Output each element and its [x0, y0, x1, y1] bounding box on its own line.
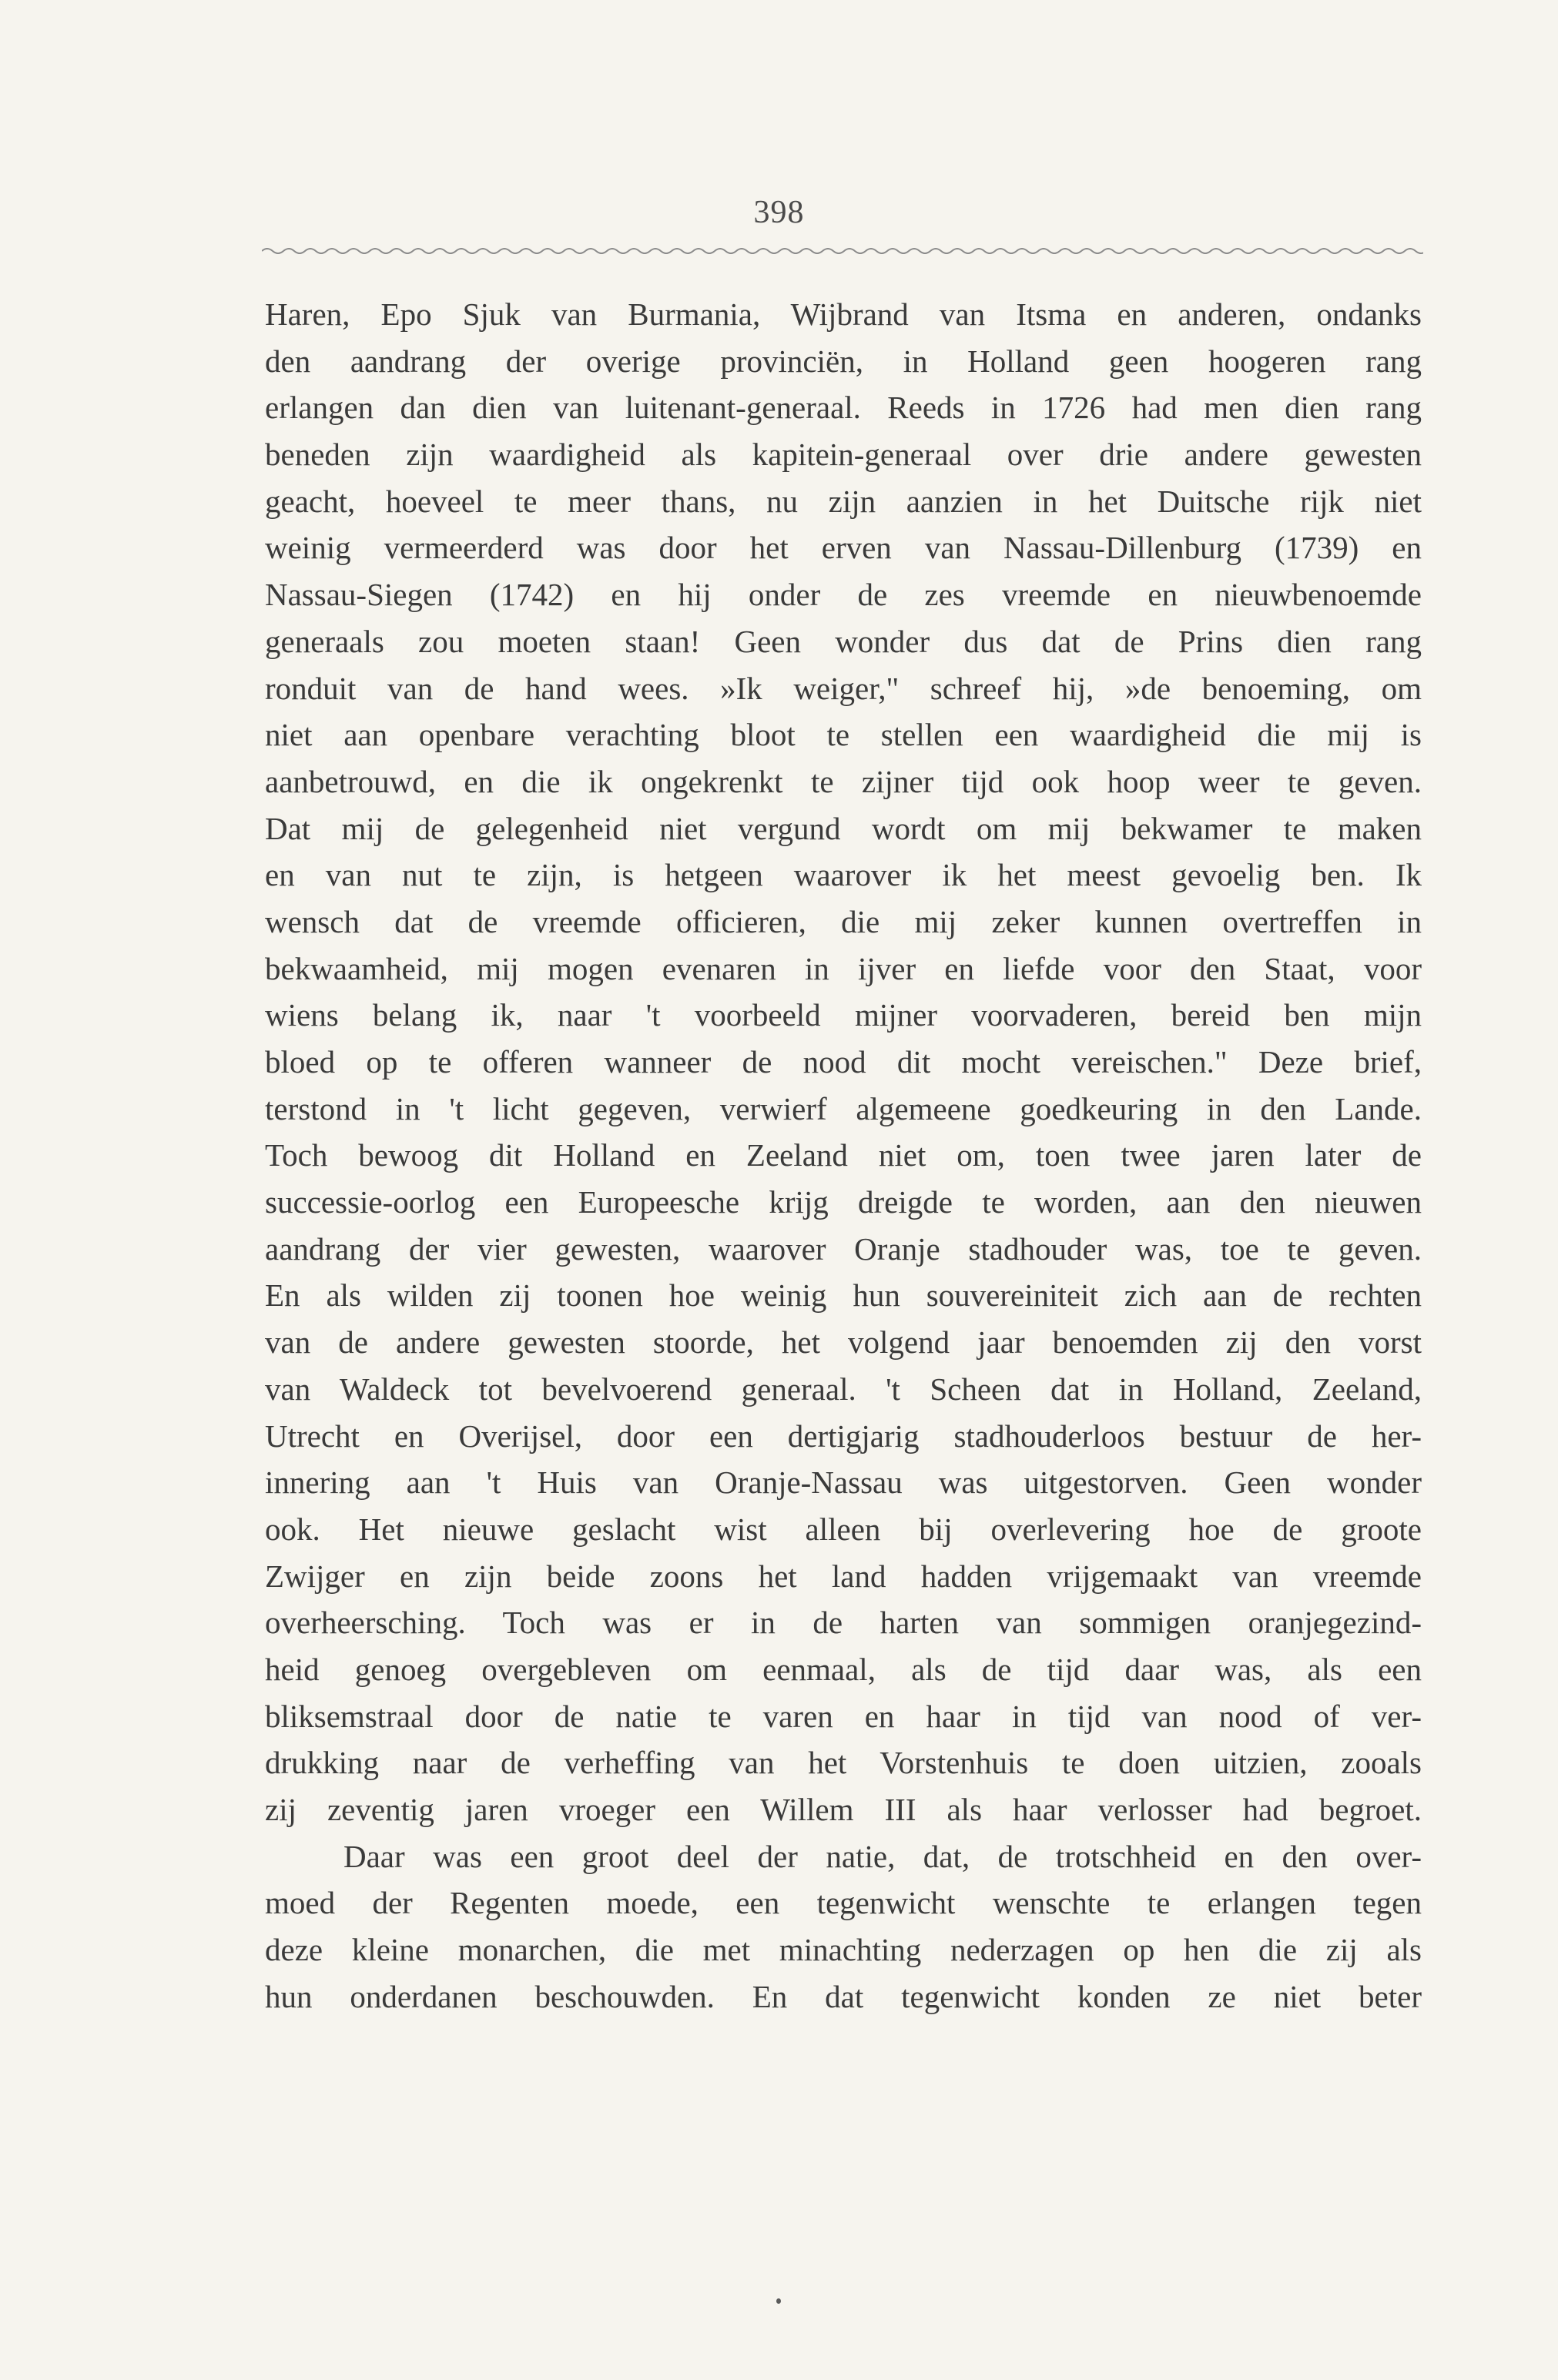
text-line: ronduit van de hand wees. »Ik weiger," schreef hij, »de benoeming, om — [265, 670, 1422, 706]
text-line: weinig vermeerderd was door het erven van Nassau-Dillenburg (1739) en — [265, 530, 1422, 566]
text-line: zij zeventig jaren vroeger een Willem III als haar verlosser had begroet. — [265, 1792, 1422, 1827]
text-line: deze kleine monarchen, die met minachting nederzagen op hen die zij als — [265, 1932, 1422, 1968]
text-line: van de andere gewesten stoorde, het volgend jaar benoemden zij den vorst — [265, 1324, 1422, 1361]
text-line: Haren, Epo Sjuk van Burmania, Wijbrand van Itsma en anderen, ondanks — [265, 296, 1422, 332]
text-line: En als wilden zij toonen hoe weinig hun souvereiniteit zich aan de rechten — [265, 1277, 1422, 1314]
text-line: wiens belang ik, naar 't voorbeeld mijner voorvaderen, bereid ben mijn — [265, 997, 1422, 1033]
text-line: geacht, hoeveel te meer thans, nu zijn aanzien in het Duitsche rijk niet — [265, 483, 1422, 519]
text-line: Nassau-Siegen (1742) en hij onder de zes vreemde en nieuwbenoemde — [265, 577, 1422, 613]
text-line: generaals zou moeten staan! Geen wonder dus dat de Prins dien rang — [265, 623, 1422, 659]
text-line: bekwaamheid, mij mogen evenaren in ijver en liefde voor den Staat, voor — [265, 950, 1422, 986]
text-line: Toch bewoog dit Holland en Zeeland niet om, toen twee jaren later de — [265, 1137, 1422, 1173]
text-line: innering aan 't Huis van Oranje-Nassau was uitgestorven. Geen wonder — [265, 1464, 1422, 1501]
text-line: beneden zijn waardigheid als kapitein-generaal over drie andere gewesten — [265, 437, 1422, 473]
text-line: en van nut te zijn, is hetgeen waarover ik het meest gevoelig ben. Ik — [265, 857, 1422, 893]
text-line: overheersching. Toch was er in de harten van sommigen oranjegezind- — [265, 1605, 1422, 1641]
text-line: bloed op te offeren wanneer de nood dit mocht vereischen." Deze brief, — [265, 1044, 1422, 1080]
text-line: niet aan openbare verachting bloot te stellen een waardigheid die mij is — [265, 717, 1422, 753]
header-wavy-rule — [262, 245, 1423, 257]
text-line: heid genoeg overgebleven om eenmaal, als de tijd daar was, als een — [265, 1651, 1422, 1687]
text-line: drukking naar de verheffing van het Vorstenhuis te doen uitzien, zooals — [265, 1745, 1422, 1781]
text-line: aandrang der vier gewesten, waarover Oranje stadhouder was, toe te geven. — [265, 1230, 1422, 1267]
text-line: aanbetrouwd, en die ik ongekrenkt te zijner tijd ook hoop weer te geven. — [265, 763, 1422, 799]
text-line: wensch dat de vreemde officieren, die mij zeker kunnen overtreffen in — [265, 903, 1422, 939]
page-number: 398 — [753, 195, 805, 230]
text-line: hun onderdanen beschouwden. En dat tegenwicht konden ze niet beter — [265, 1978, 1422, 2014]
text-line: moed der Regenten moede, een tegenwicht wenschte te erlangen tegen — [265, 1885, 1422, 1921]
text-line: van Waldeck tot bevelvoerend generaal. 't Scheen dat in Holland, Zeeland, — [265, 1371, 1422, 1407]
body-text — [265, 291, 1422, 2020]
text-line: bliksemstraal door de natie te varen en haar in tijd van nood of ver- — [265, 1698, 1422, 1734]
text-line: Daar was een groot deel der natie, dat, de trotschheid en den over- — [343, 1838, 1422, 1874]
text-line: terstond in 't licht gegeven, verwierf algemeene goedkeuring in den Lande. — [265, 1090, 1422, 1126]
text-line: Dat mij de gelegenheid niet vergund wordt om mij bekwamer te maken — [265, 810, 1422, 846]
text-line: den aandrang der overige provinciën, in Holland geen hoogeren rang — [265, 343, 1422, 379]
ink-speck — [776, 2298, 781, 2304]
text-line: ook. Het nieuwe geslacht wist alleen bij overlevering hoe de groote — [265, 1511, 1422, 1547]
text-line: erlangen dan dien van luitenant-generaal. Reeds in 1726 had men dien rang — [265, 390, 1422, 426]
text-line: Zwijger en zijn beide zoons het land hadden vrijgemaakt van vreemde — [265, 1558, 1422, 1594]
text-line: successie-oorlog een Europeesche krijg dreigde te worden, aan den nieuwen — [265, 1184, 1422, 1220]
text-line: Utrecht en Overijsel, door een dertigjarig stadhouderloos bestuur de her- — [265, 1418, 1422, 1454]
